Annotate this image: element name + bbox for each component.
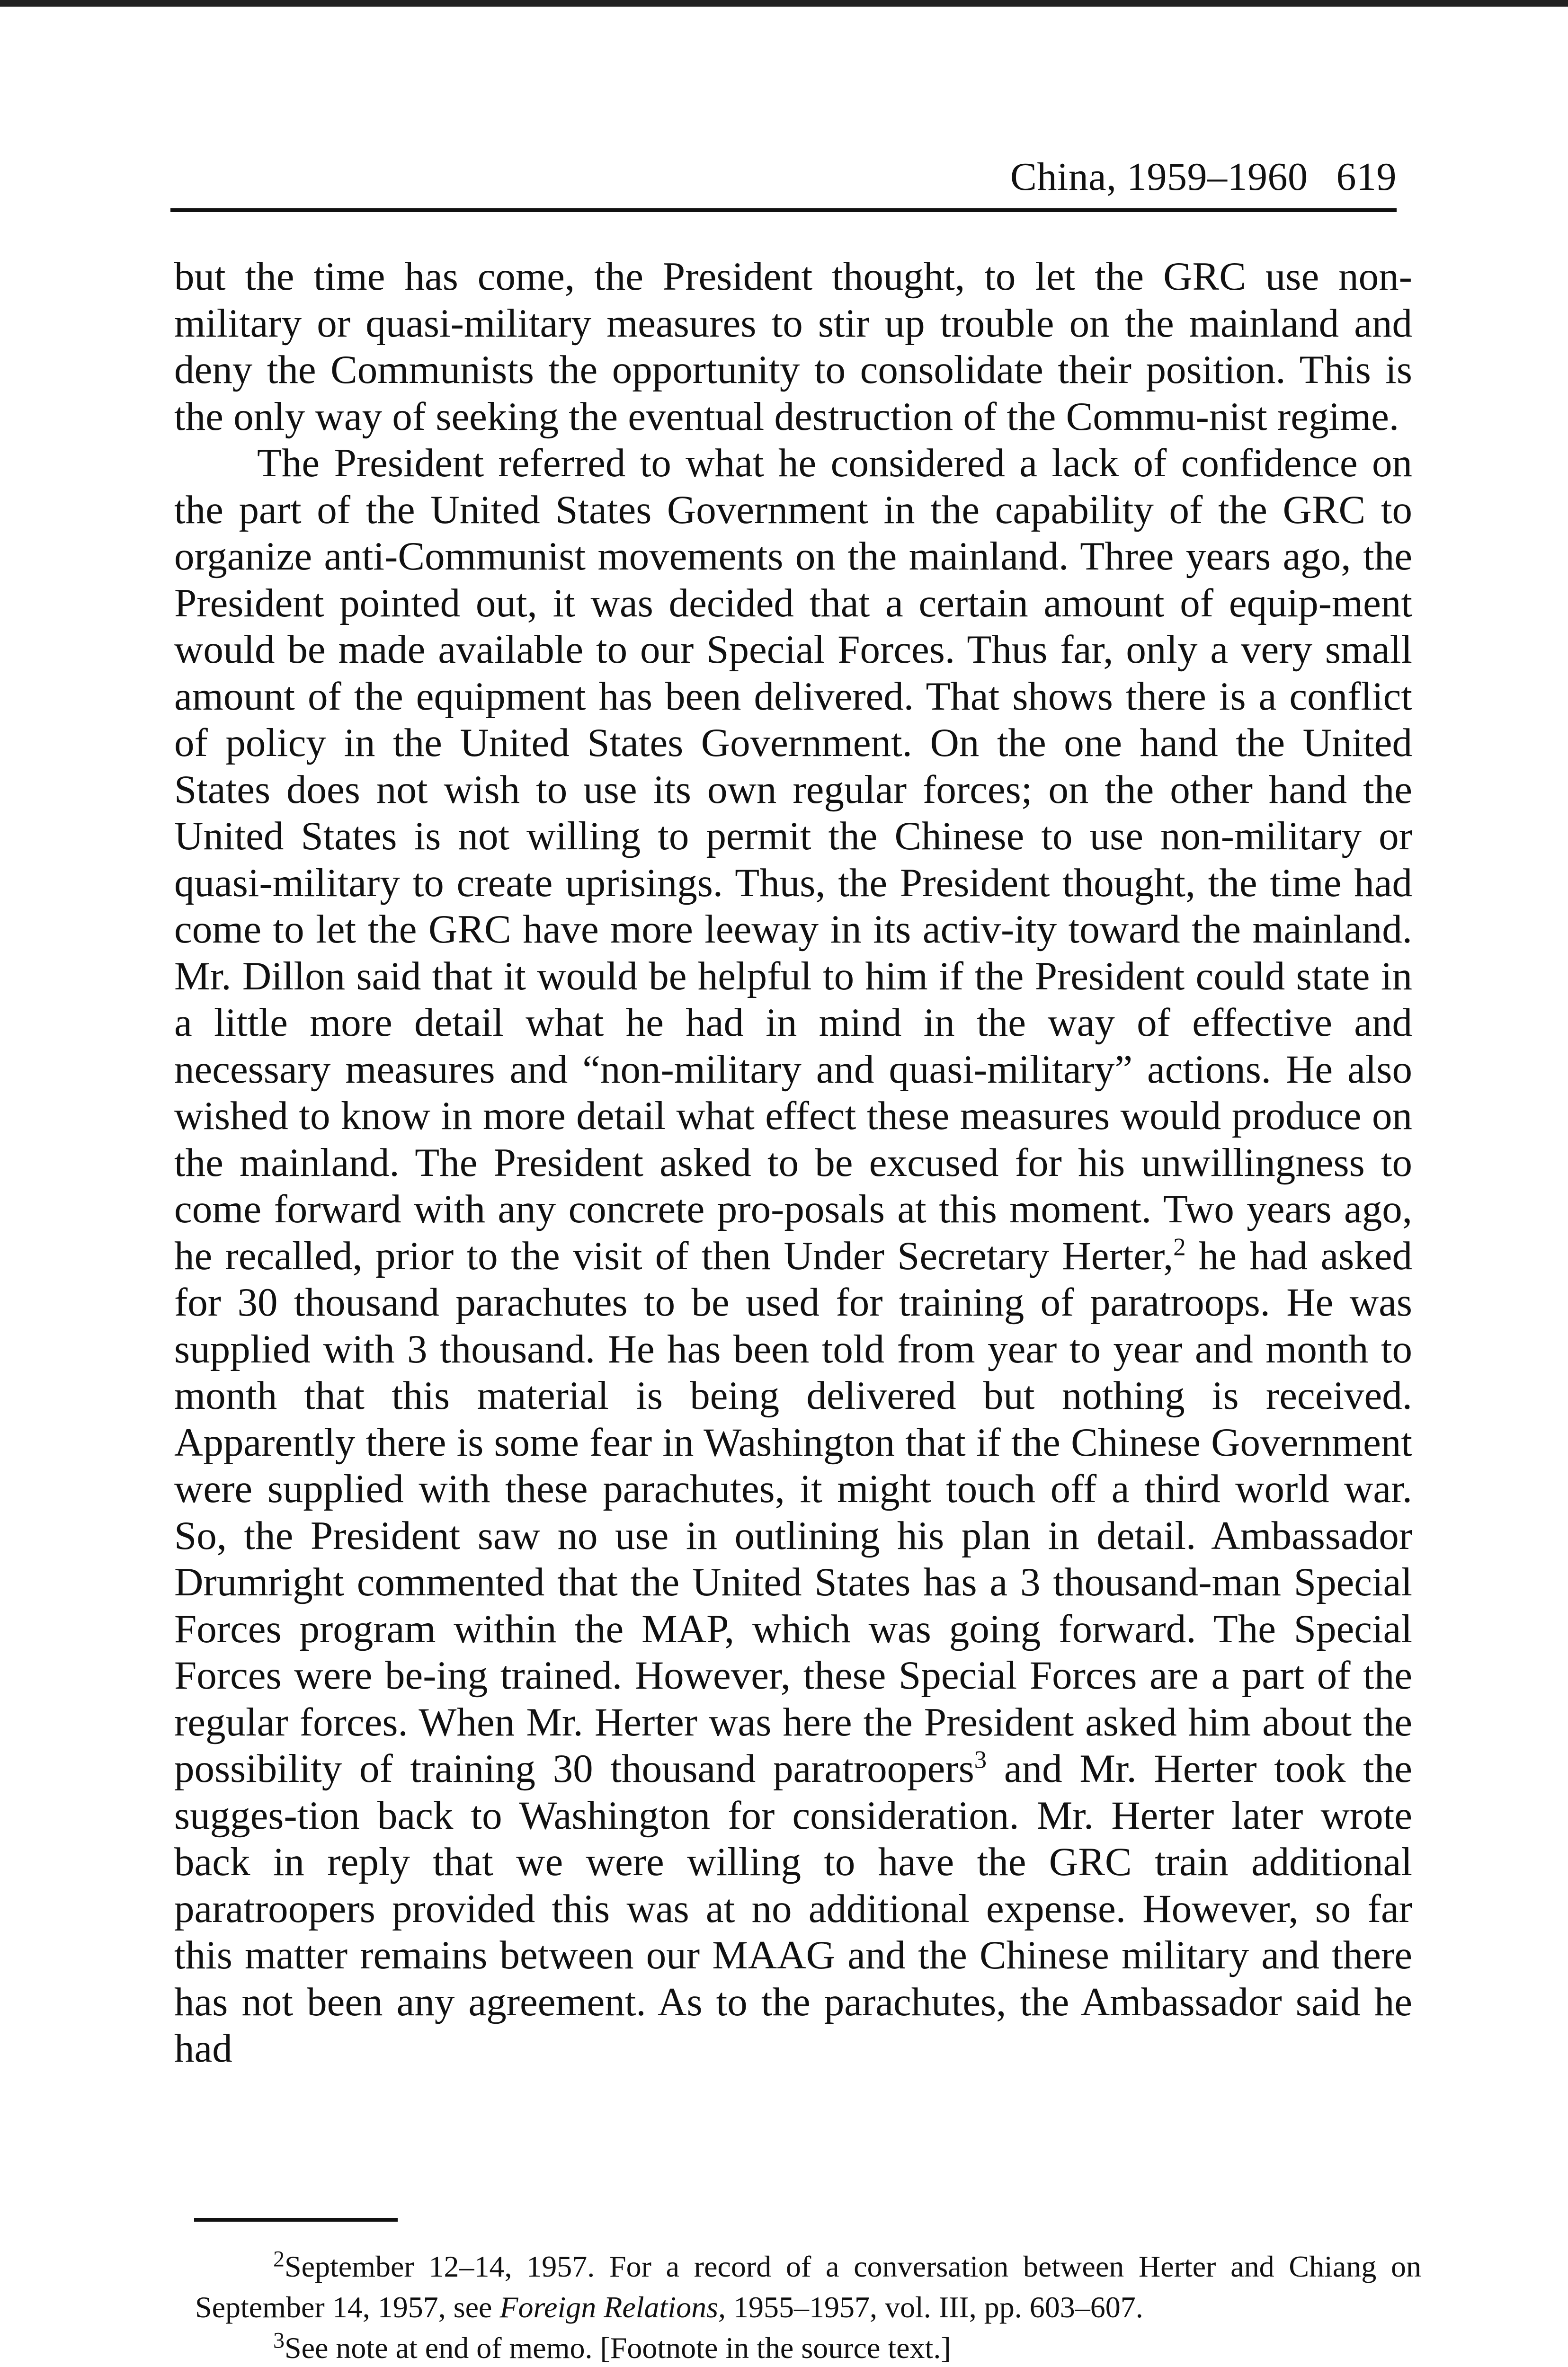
- footnote-3: [195, 2328, 1421, 2367]
- footnote-2-number: 2: [273, 2246, 285, 2272]
- running-title: China, 1959–1960: [1010, 155, 1308, 199]
- footnote-2-text-b: 1955–1957, vol. III, pp. 603–607.: [725, 2290, 1143, 2324]
- footnote-3-text: See note at end of memo. [Footnote in the source text.]: [285, 2331, 951, 2365]
- footnote-2-title: Foreign Relations,: [499, 2290, 726, 2324]
- page-number: 619: [1336, 155, 1397, 199]
- footnote-3-number: 3: [273, 2328, 285, 2353]
- running-head: [170, 156, 1397, 212]
- footnote-2: [195, 2246, 1421, 2328]
- footnotes: [195, 2246, 1421, 2367]
- footnote-ref-2: 2: [1173, 1233, 1186, 1261]
- paragraph-2: [174, 440, 1412, 2072]
- footnote-ref-3: 3: [974, 1746, 987, 1774]
- paragraph-2-text-c: and Mr. Herter took the sugges-tion back to Washington for consideration. Mr. Herter later wrote back in reply that we were willing to have the GRC train additional paratroopers provided this was at no additional expense. However, so far this matter remains between our MAAG and the Chinese military and there has not been any agreement. As to the parachutes, the Ambassador said he had: [174, 1746, 1412, 2071]
- paragraph-2-text-a: The President referred to what he considered a lack of confidence on the part of the United States Government in the capability of the GRC to organize anti-Communist movements on the mainland. Three years ago, the President pointed out, it was decided that a certain amount of equip-ment would be made available to our Special Forces. Thus far, only a very small amount of the equipment has been delivered. That shows there is a conflict of policy in the United States Government. On the one hand the United States does not wish to use its own regular forces; on the other hand the United States is not willing to permit the Chinese to use non-military or quasi-military to create uprisings. Thus, the President thought, the time had come to let the GRC have more leeway in its activ-ity toward the mainland. Mr. Dillon said that it would be helpful to him if the President could state in a little more detail what he had in mind in the way of effective and necessary measures and “non-military and quasi-military” actions. He also wished to know in more detail what effect these measures would produce on the mainland. The President asked to be excused for his unwillingness to come forward with any concrete pro-posals at this moment. Two years ago, he recalled, prior to the visit of then Under Secretary Herter,: [174, 441, 1412, 1278]
- paragraph-2-text-b: he had asked for 30 thousand parachutes to be used for training of paratroops. He was supplied with 3 thousand. He has been told from year to year and month to month that this material is being delivered but nothing is received. Apparently there is some fear in Washington that if the Chinese Government were supplied with these parachutes, it might touch off a third world war. So, the President saw no use in outlining his plan in detail. Ambassador Drumright commented that the United States has a 3 thousand-man Special Forces program within the MAP, which was going forward. The Special Forces were be-ing trained. However, these Special Forces are a part of the regular forces. When Mr. Herter was here the President asked him about the possibility of training 30 thousand paratroopers: [174, 1233, 1412, 1791]
- footnote-2-text-a: September 12–14, 1957. For a record of a conversation between Herter and Chiang on September 14, 1957, see: [195, 2250, 1421, 2324]
- running-head-text: [1010, 154, 1397, 200]
- footnote-divider: [194, 2218, 398, 2222]
- scan-edge: [0, 0, 1568, 7]
- paragraph-1: but the time has come, the President thought, to let the GRC use non-military or quasi-military measures to stir up trouble on the mainland and deny the Communists the opportunity to consolidate their position. This is the only way of seeking the eventual destruction of the Commu-nist regime.: [174, 254, 1412, 439]
- body-text: [174, 253, 1412, 2072]
